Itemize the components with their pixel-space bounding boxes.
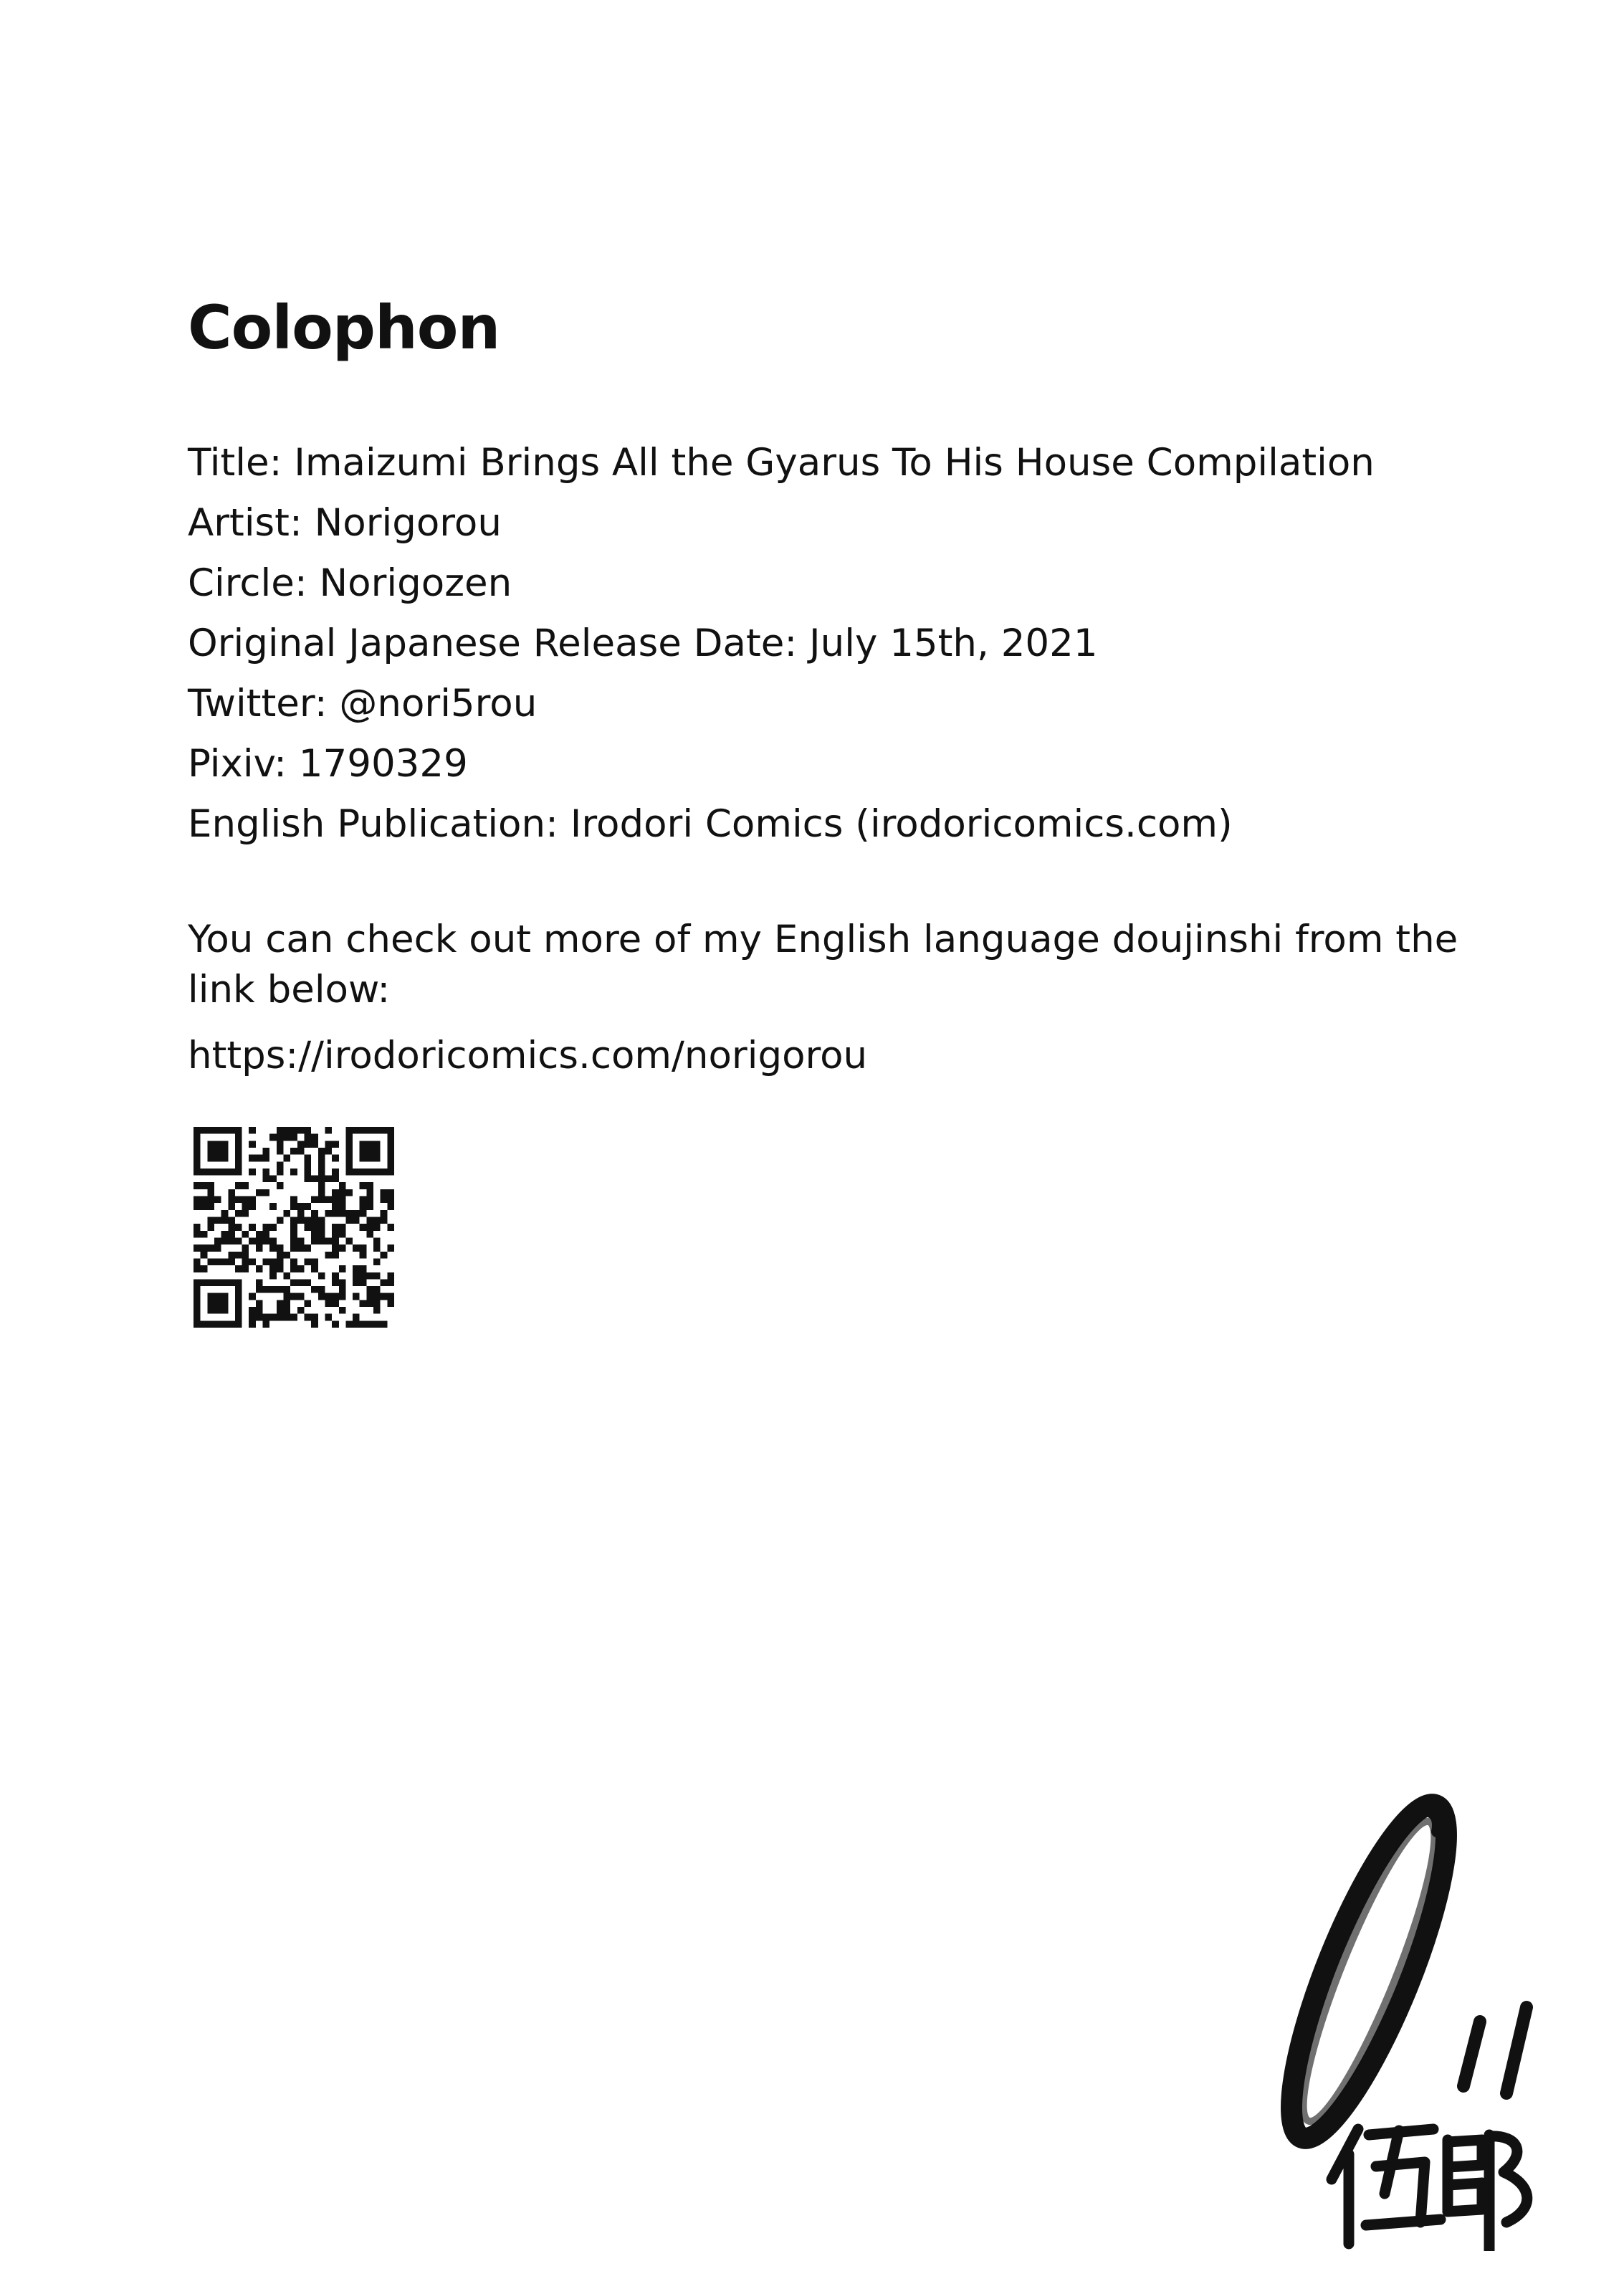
page-title: Colophon	[188, 292, 500, 363]
qr-code-icon[interactable]	[194, 1127, 394, 1328]
pixiv-line: Pixiv: 1790329	[188, 742, 468, 786]
twitter-line: Twitter: @nori5rou	[188, 682, 538, 725]
publication-line: English Publication: Irodori Comics (irodoricomics.com)	[188, 802, 1233, 846]
signature-icon	[1197, 1792, 1598, 2251]
more-doujinshi-note: You can check out more of my English language doujinshi from the link below:	[188, 918, 1458, 1012]
release-date-line: Original Japanese Release Date: July 15th, 2021	[188, 622, 1098, 665]
metadata-list	[188, 433, 1549, 855]
circle-line: Circle: Norigozen	[188, 561, 512, 605]
artist-line: Artist: Norigorou	[188, 501, 502, 545]
title-line: Title: Imaizumi Brings All the Gyarus To His House Compilation	[188, 441, 1375, 485]
irodori-link[interactable]: https://irodoricomics.com/norigorou	[188, 1034, 868, 1077]
